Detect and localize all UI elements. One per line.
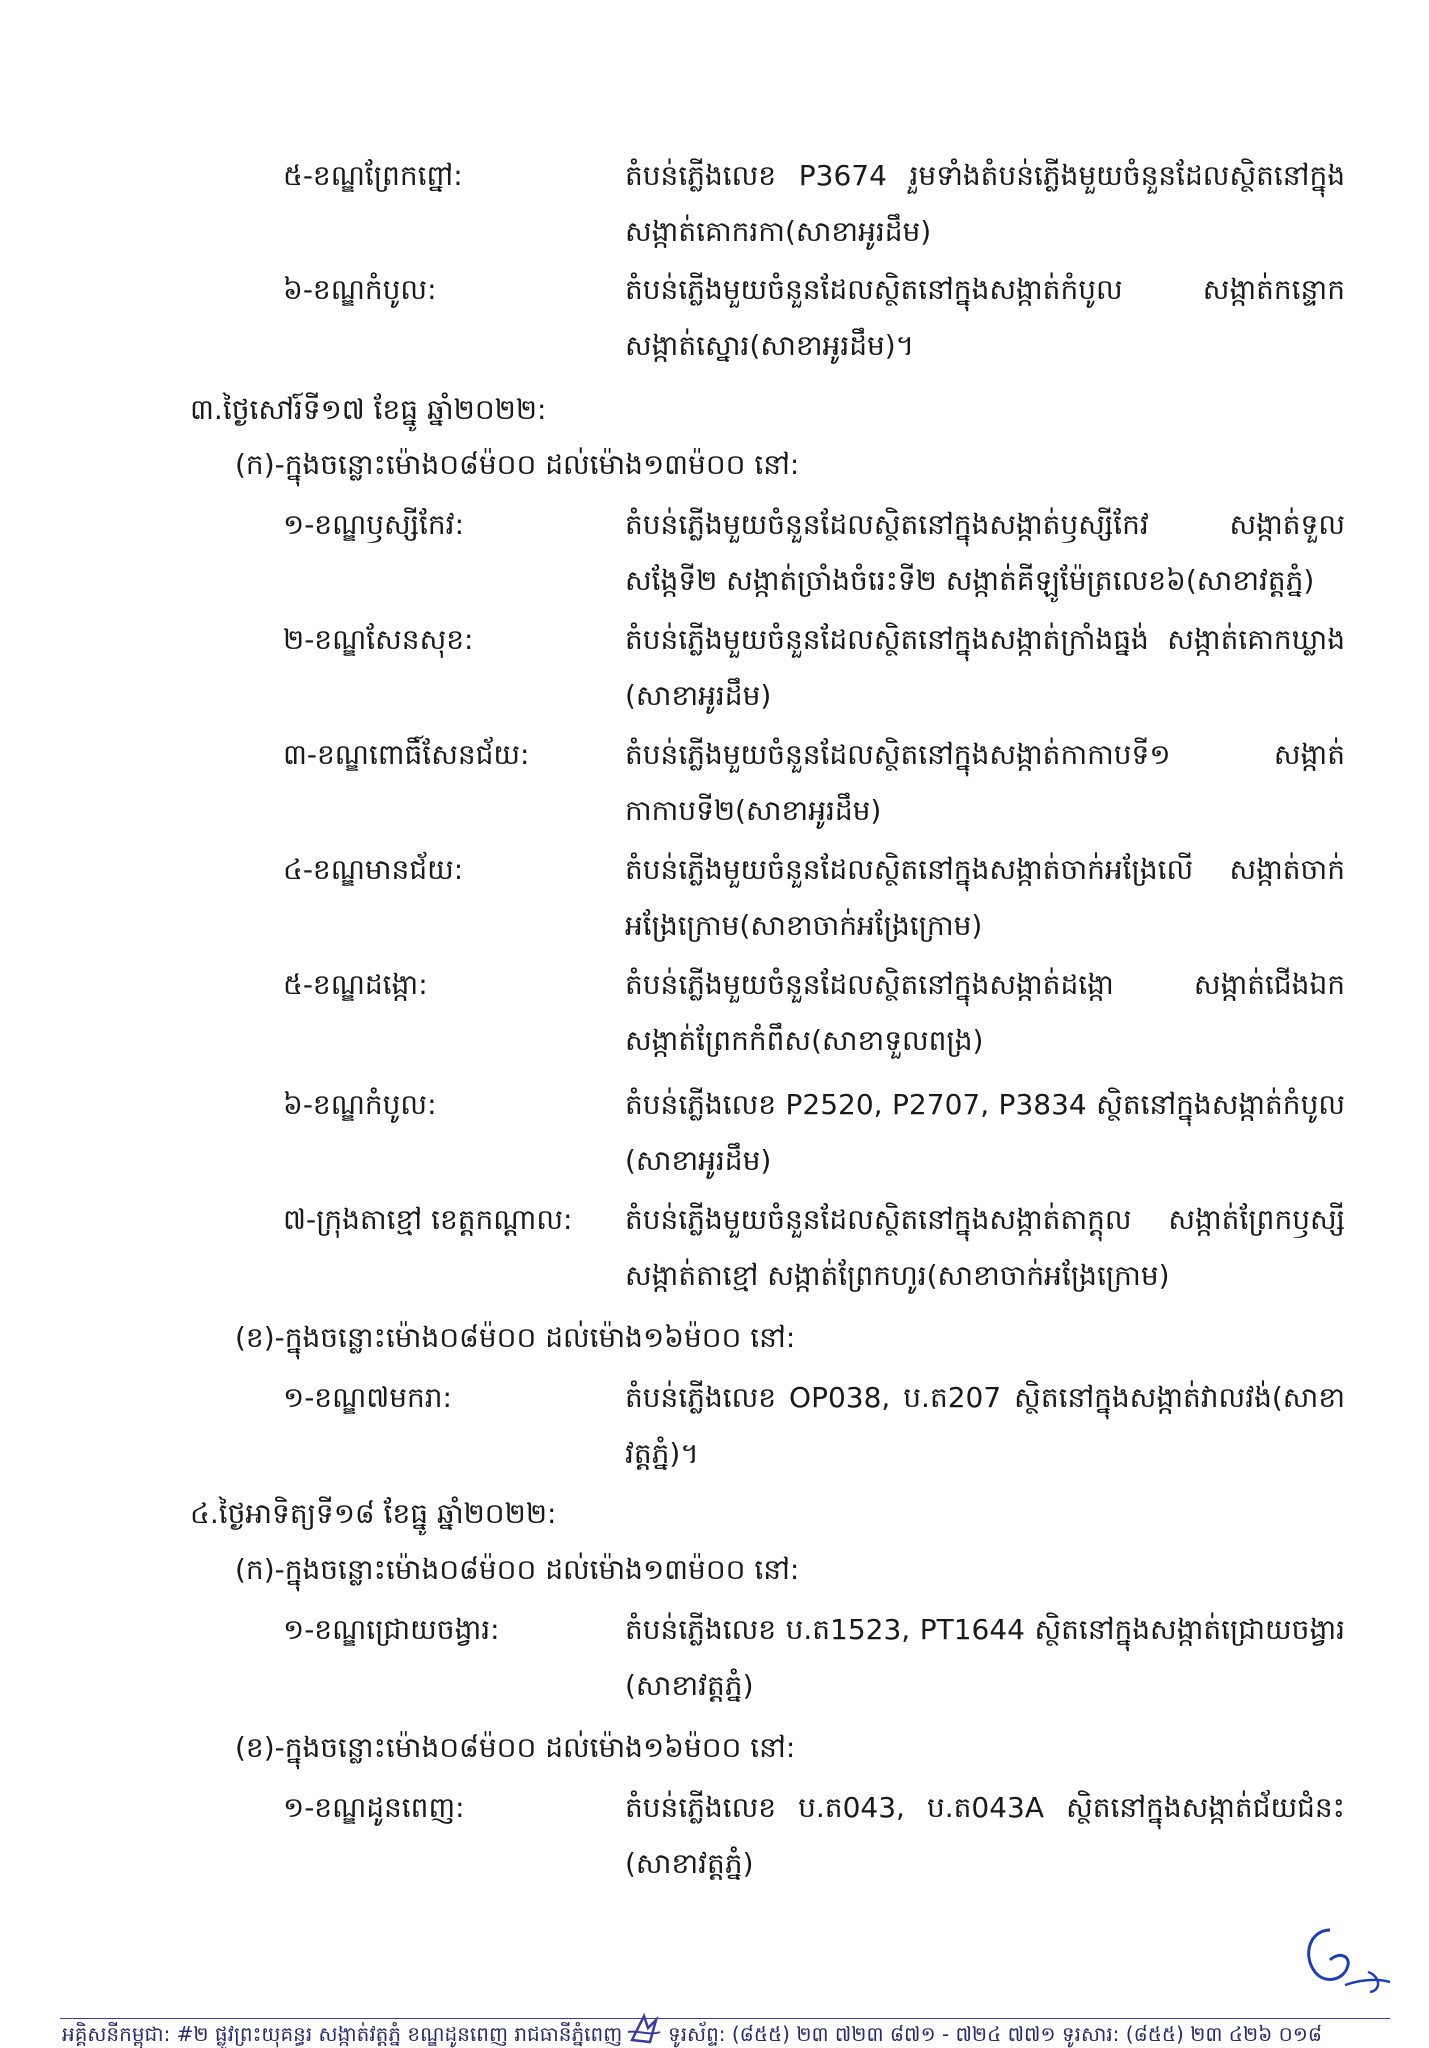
item-description: តំបន់ភ្លើងលេខ P2520, P2707, P3834 ស្ថិតនៅក្នុងសង្កាត់កំបូល (សាខាអូរដឹម)	[625, 1088, 1345, 1177]
item-description: តំបន់ភ្លើងមួយចំនួនដែលស្ថិតនៅក្នុងសង្កាត់ចាក់អង្រែលើ សង្កាត់ចាក់អង្រែក្រោម(សាខាចាក់អង្រែក្រោម)	[625, 853, 1345, 942]
item-description: តំបន់ភ្លើងលេខ ប.ត043, ប.ត043A ស្ថិតនៅក្នុងសង្កាត់ជ័យជំនះ (សាខាវត្តភ្នំ)	[625, 1791, 1345, 1880]
item-label: ៦-ខណ្ឌកំបូល:	[283, 273, 437, 306]
item-label: ១-ខណ្ឌជ្រោយចង្វារ:	[283, 1613, 500, 1646]
company-logo-icon	[624, 2010, 664, 2048]
item-label: ១-ខណ្ឌដូនពេញ:	[283, 1791, 465, 1824]
item-label: ១-ខណ្ឌឫស្សីកែវ:	[283, 508, 465, 541]
footer-divider	[60, 2018, 1390, 2019]
footer-phone: ទូរស័ព្ទ: (៨៥៥) ២៣ ៧២៣ ៨៧១ - ៧២៤ ៧៧១ ទូរសារ: (៨៥៥) ២៣ ៤២៦ ០១៨	[668, 2022, 1323, 2046]
item-description: តំបន់ភ្លើងមួយចំនួនដែលស្ថិតនៅក្នុងសង្កាត់ឫស្សីកែវ សង្កាត់ទួលសង្កែទី២ សង្កាត់ច្រាំងចំរេះទី២ សង្កាត់គីឡូម៉ែត្រលេខ៦(សាខាវត្តភ្នំ)	[625, 508, 1345, 597]
period-heading: (ក)-ក្នុងចន្លោះម៉ោង០៨ម៉០០ ដល់ម៉ោង១៣ម៉០០ នៅ:	[235, 1553, 800, 1586]
item-label: ៦-ខណ្ឌកំបូល:	[283, 1088, 437, 1121]
item-description: តំបន់ភ្លើងលេខ ប.ត1523, PT1644 ស្ថិតនៅក្នុងសង្កាត់ជ្រោយចង្វារ (សាខាវត្តភ្នំ)	[625, 1613, 1345, 1702]
item-label: ៣-ខណ្ឌពោធិ៍សែនជ័យ:	[283, 738, 530, 771]
item-description: តំបន់ភ្លើងមួយចំនួនដែលស្ថិតនៅក្នុងសង្កាត់ដង្កោ សង្កាត់ជើងឯក សង្កាត់ព្រែកកំពឹស(សាខាទួលពង្រ)	[625, 968, 1345, 1057]
item-description: តំបន់ភ្លើងមួយចំនួនដែលស្ថិតនៅក្នុងសង្កាត់កាកាបទី១ សង្កាត់កាកាបទី២(សាខាអូរដឹម)	[625, 738, 1345, 827]
footer-address: អគ្គិសនីកម្ពុជា: #២ ផ្លូវព្រះយុគន្ធរ សង្កាត់វត្តភ្នំ ខណ្ឌដូនពេញ រាជធានីភ្នំពេញ	[62, 2022, 623, 2046]
section-heading: ៤.ថ្ងៃអាទិត្យទី១៨ ខែធ្នូ ឆ្នាំ២០២២:	[190, 1497, 557, 1530]
item-label: ៧-ក្រុងតាខ្មៅ ខេត្តកណ្ដាល:	[283, 1203, 573, 1236]
period-heading: (ក)-ក្នុងចន្លោះម៉ោង០៨ម៉០០ ដល់ម៉ោង១៣ម៉០០ នៅ:	[235, 448, 800, 481]
item-description: តំបន់ភ្លើងមួយចំនួនដែលស្ថិតនៅក្នុងសង្កាត់ក្រាំងធ្នង់ សង្កាត់គោកឃ្លាង (សាខាអូរដឹម)	[625, 623, 1345, 712]
item-label: ១-ខណ្ឌ៧មករា:	[283, 1381, 452, 1414]
period-heading: (ខ)-ក្នុងចន្លោះម៉ោង០៨ម៉០០ ដល់ម៉ោង១៦ម៉០០ នៅ:	[235, 1731, 796, 1764]
item-description: តំបន់ភ្លើងលេខ OP038, ប.ត207 ស្ថិតនៅក្នុងសង្កាត់វាលវង់(សាខាវត្តភ្នំ)។	[625, 1381, 1345, 1470]
item-label: ៥-ខណ្ឌព្រែកព្នៅ:	[283, 159, 463, 192]
item-description: តំបន់ភ្លើងលេខ P3674 រួមទាំងតំបន់ភ្លើងមួយចំនួនដែលស្ថិតនៅក្នុងសង្កាត់គោករកា(សាខាអូរដឹម)	[625, 159, 1345, 248]
item-label: ៤-ខណ្ឌមានជ័យ:	[283, 853, 464, 886]
item-label: ២-ខណ្ឌសែនសុខ:	[283, 623, 474, 656]
item-label: ៥-ខណ្ឌដង្កោ:	[283, 968, 428, 1001]
section-heading: ៣.ថ្ងៃសៅរ៍ទី១៧ ខែធ្នូ ឆ្នាំ២០២២:	[190, 393, 547, 426]
signature-mark	[1290, 1910, 1400, 2000]
period-heading: (ខ)-ក្នុងចន្លោះម៉ោង០៨ម៉០០ ដល់ម៉ោង១៦ម៉០០ នៅ:	[235, 1321, 796, 1354]
item-description: តំបន់ភ្លើងមួយចំនួនដែលស្ថិតនៅក្នុងសង្កាត់តាក្ដុល សង្កាត់ព្រែកឫស្សី សង្កាត់តាខ្មៅ សង្កាត់ព្រែកហូរ(សាខាចាក់អង្រែក្រោម)	[625, 1203, 1345, 1292]
item-description: តំបន់ភ្លើងមួយចំនួនដែលស្ថិតនៅក្នុងសង្កាត់កំបូល សង្កាត់កន្ទោក សង្កាត់ស្នោរ(សាខាអូរដឹម)។	[625, 273, 1345, 362]
